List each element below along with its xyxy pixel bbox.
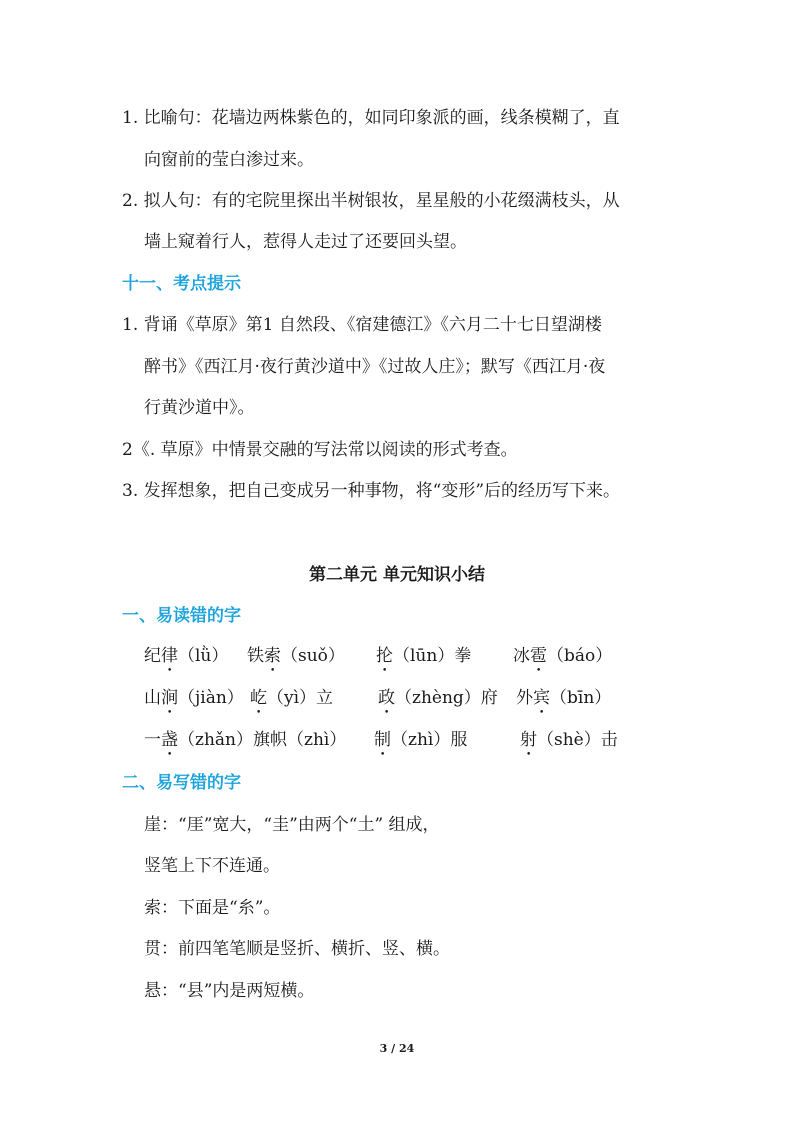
text-line: 2. 拟人句：有的宅院里探出半树银妆，星星般的小花缀满枝头，从 (122, 191, 620, 211)
text-line: 贯：前四笔笔顺是竖折、横折、竖、横。 (144, 939, 450, 959)
text-line: 崖：“厓”宽大，“圭”由两个“土” 组成， (144, 815, 440, 835)
text-line: 2《. 草原》中情景交融的写法常以阅读的形式考查。 (122, 440, 518, 460)
text-line: 3. 发挥想象，把自己变成另一种事物，将“变形”后的经历写下来。 (122, 481, 621, 501)
pinyin-word: 纪律（lǜ） (144, 646, 229, 666)
text-line: 1. 比喻句：花墙边两株紫色的，如同印象派的画，线条模糊了，直 (122, 108, 620, 128)
pinyin-word: 制（zhì）服 (374, 730, 468, 750)
pinyin-word: 山涧（jiàn） (144, 688, 244, 708)
pinyin-word: 抡（lūn）拳 (376, 646, 472, 666)
text-line: 竖笔上下不连通。 (144, 856, 280, 876)
section-heading: 二、易写错的字 (122, 773, 241, 793)
text-line: 行黄沙道中》。 (144, 398, 255, 418)
pinyin-word: 铁索（suǒ） (247, 646, 345, 666)
pinyin-word: 冰雹（báo） (513, 646, 613, 666)
pinyin-word: 政（zhèng）府 (378, 688, 498, 708)
pinyin-word: 外宾（bīn） (516, 688, 612, 708)
section-heading: 一、易读错的字 (122, 606, 241, 626)
text-line: 1. 背诵《草原》第1 自然段、《宿建德江》《六月二十七日望湖楼 (122, 315, 602, 335)
page-number: 3 / 24 (379, 1042, 415, 1055)
section-heading: 十一、考点提示 (122, 274, 241, 294)
unit-title: 第二单元 单元知识小结 (309, 565, 485, 585)
text-line: 醉书》《西江月·夜行黄沙道中》《过故人庄》；默写《西江月·夜 (144, 357, 606, 377)
pinyin-word: 一盏（zhǎn）旗帜（zhì） (144, 730, 347, 750)
text-line: 向窗前的莹白渗过来。 (144, 150, 314, 170)
text-line: 墙上窥着行人，惹得人走过了还要回头望。 (144, 232, 467, 252)
pinyin-word: 射（shè）击 (520, 730, 618, 750)
text-line: 悬：“县”内是两短横。 (144, 981, 315, 1001)
pinyin-word: 屹（yì）立 (250, 688, 334, 708)
text-line: 索：下面是“糸”。 (144, 898, 281, 918)
